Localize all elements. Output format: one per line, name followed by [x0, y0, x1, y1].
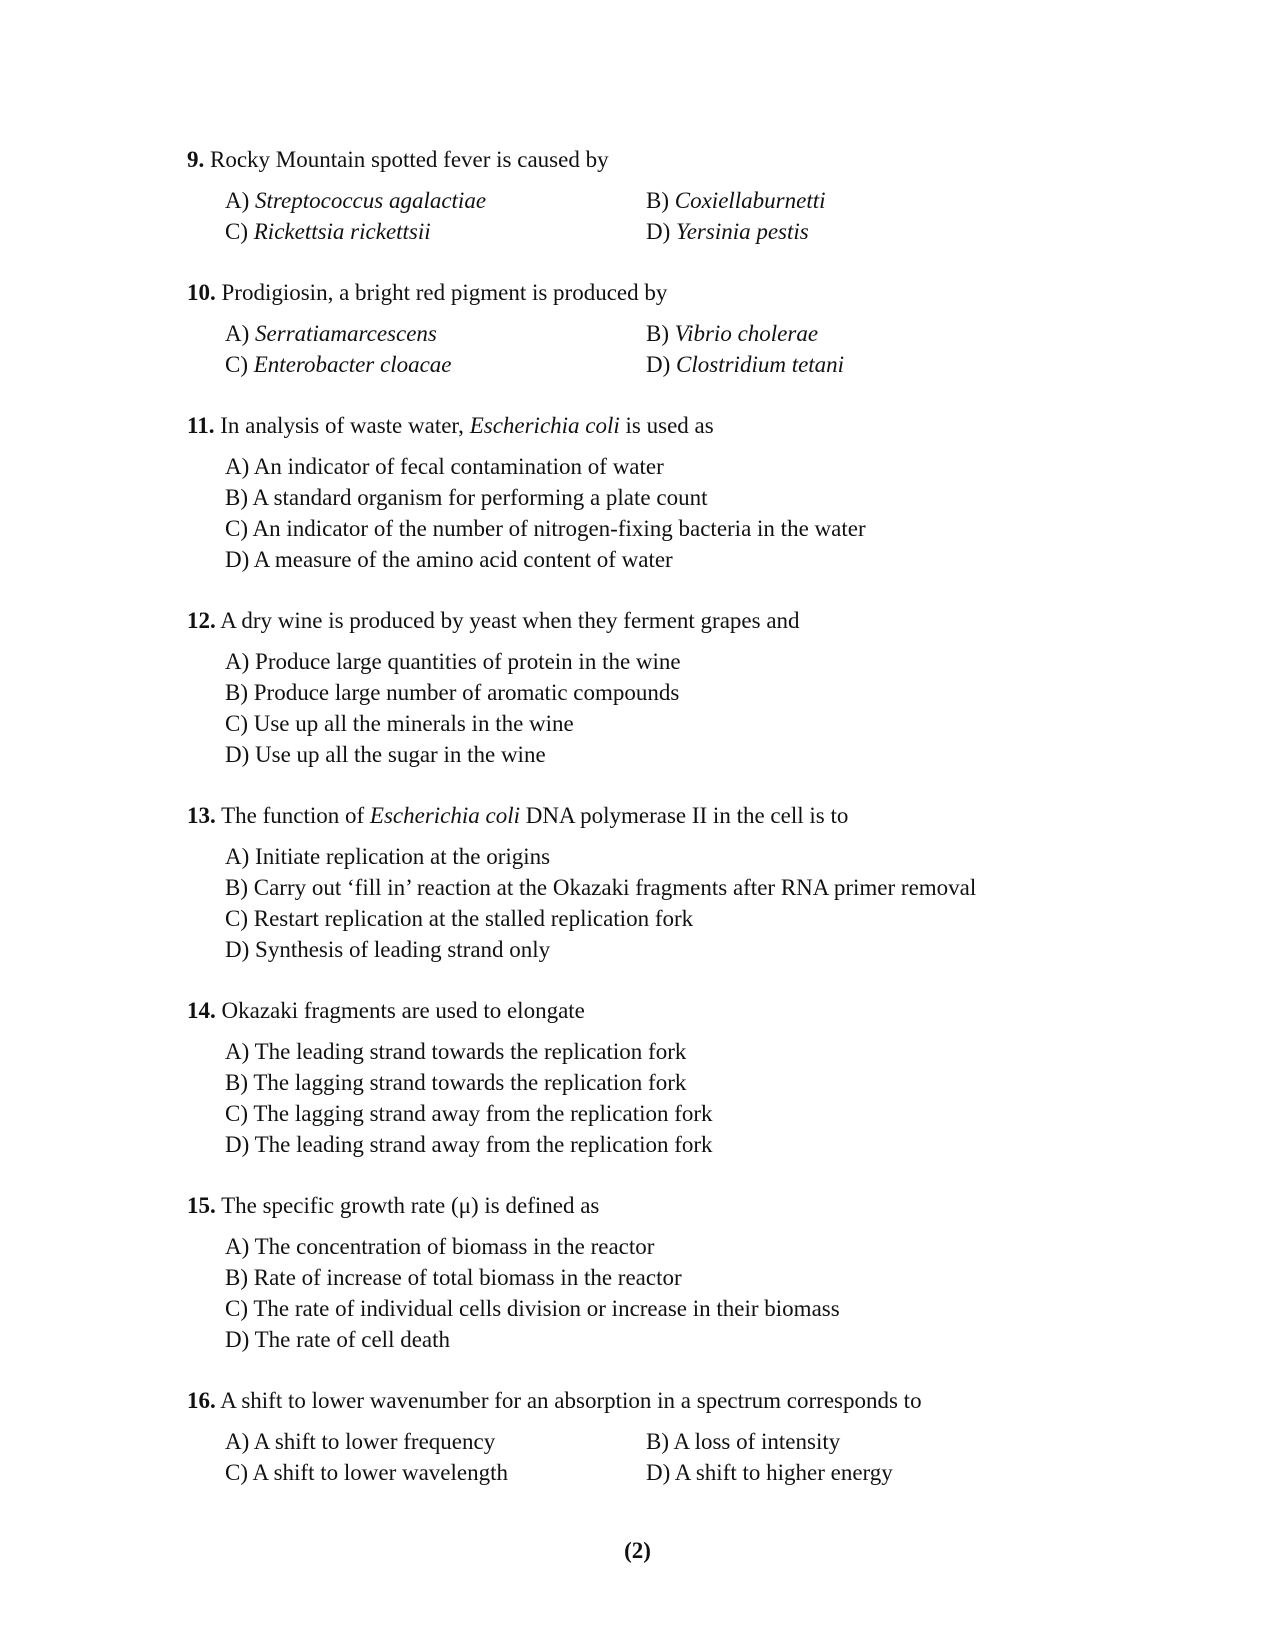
options-list: [225, 841, 1067, 965]
question-text: The specific growth rate (μ) is defined as: [221, 1193, 600, 1218]
option-b: B) A loss of intensity: [646, 1429, 841, 1454]
question-text: A shift to lower wavenumber for an absorption in a spectrum corresponds to: [220, 1388, 922, 1413]
question-13: [187, 800, 1067, 965]
question-15: [187, 1190, 1067, 1355]
question-stem: [187, 277, 1067, 308]
question-stem: [187, 1190, 1067, 1221]
question-10: [187, 277, 1067, 380]
option-d: D) Yersinia pestis: [646, 219, 809, 244]
options-grid: [225, 185, 1067, 247]
option-a: A) An indicator of fecal contamination of water: [225, 454, 664, 479]
option-a: A) The concentration of biomass in the reactor: [225, 1234, 655, 1259]
option-a: A) Streptococcus agalactiae: [225, 188, 487, 213]
question-stem: [187, 144, 1067, 175]
option-d: D) The rate of cell death: [225, 1327, 451, 1352]
question-16: [187, 1385, 1067, 1488]
question-number: 10.: [187, 280, 216, 305]
option-b: B) Coxiellaburnetti: [646, 188, 826, 213]
option-c: C) An indicator of the number of nitrogen-fixing bacteria in the water: [225, 516, 866, 541]
option-b: B) Produce large number of aromatic compounds: [225, 680, 680, 705]
option-d: D) A shift to higher energy: [646, 1460, 893, 1485]
question-number: 12.: [187, 608, 216, 633]
options-list: [225, 1036, 1067, 1160]
question-text: A dry wine is produced by yeast when they ferment grapes and: [220, 608, 800, 633]
option-c: C) Enterobacter cloacae: [225, 352, 452, 377]
question-stem: [187, 995, 1067, 1026]
option-b: B) Carry out ‘fill in’ reaction at the Okazaki fragments after RNA primer removal: [225, 875, 977, 900]
question-stem: 11. In analysis of waste water, Escherichia coli is used as: [187, 413, 714, 438]
option-a: A) The leading strand towards the replication fork: [225, 1039, 687, 1064]
question-11: [187, 410, 1067, 575]
options-grid: [225, 318, 1067, 380]
option-d: D) Synthesis of leading strand only: [225, 937, 551, 962]
question-9: [187, 144, 1067, 247]
option-c: C) Rickettsia rickettsii: [225, 219, 431, 244]
options-grid: [225, 1426, 1067, 1488]
option-c: C) Use up all the minerals in the wine: [225, 711, 574, 736]
question-number: 11.: [187, 413, 215, 438]
question-stem: [187, 605, 1067, 636]
option-b: B) The lagging strand towards the replication fork: [225, 1070, 687, 1095]
option-c: C) The rate of individual cells division or increase in their biomass: [225, 1296, 840, 1321]
question-text: Okazaki fragments are used to elongate: [221, 998, 585, 1023]
question-stem: [187, 1385, 1067, 1416]
question-number: 13.: [187, 803, 216, 828]
option-d: D) Clostridium tetani: [646, 352, 845, 377]
question-number: 9.: [187, 147, 205, 172]
option-a: A) Serratiamarcescens: [225, 321, 437, 346]
option-d: D) Use up all the sugar in the wine: [225, 742, 546, 767]
option-b: B) Rate of increase of total biomass in the reactor: [225, 1265, 682, 1290]
question-stem: 13. The function of Escherichia coli DNA polymerase II in the cell is to: [187, 803, 849, 828]
options-list: [225, 646, 1067, 770]
question-text: Prodigiosin, a bright red pigment is produced by: [221, 280, 668, 305]
options-list: [225, 1231, 1067, 1355]
question-number: 16.: [187, 1388, 216, 1413]
option-d: D) A measure of the amino acid content of water: [225, 547, 673, 572]
option-a: A) Produce large quantities of protein in the wine: [225, 649, 681, 674]
option-c: C) Restart replication at the stalled replication fork: [225, 906, 694, 931]
option-a: A) Initiate replication at the origins: [225, 844, 551, 869]
question-14: [187, 995, 1067, 1160]
question-number: 14.: [187, 998, 216, 1023]
question-text: Rocky Mountain spotted fever is caused by: [210, 147, 609, 172]
option-d: D) The leading strand away from the replication fork: [225, 1132, 713, 1157]
option-c: C) A shift to lower wavelength: [225, 1460, 508, 1485]
question-number: 15.: [187, 1193, 216, 1218]
option-b: B) Vibrio cholerae: [646, 321, 819, 346]
option-b: B) A standard organism for performing a plate count: [225, 485, 708, 510]
page-number: (2): [624, 1538, 651, 1563]
question-12: [187, 605, 1067, 770]
options-list: [225, 451, 1067, 575]
option-a: A) A shift to lower frequency: [225, 1429, 496, 1454]
option-c: C) The lagging strand away from the replication fork: [225, 1101, 713, 1126]
